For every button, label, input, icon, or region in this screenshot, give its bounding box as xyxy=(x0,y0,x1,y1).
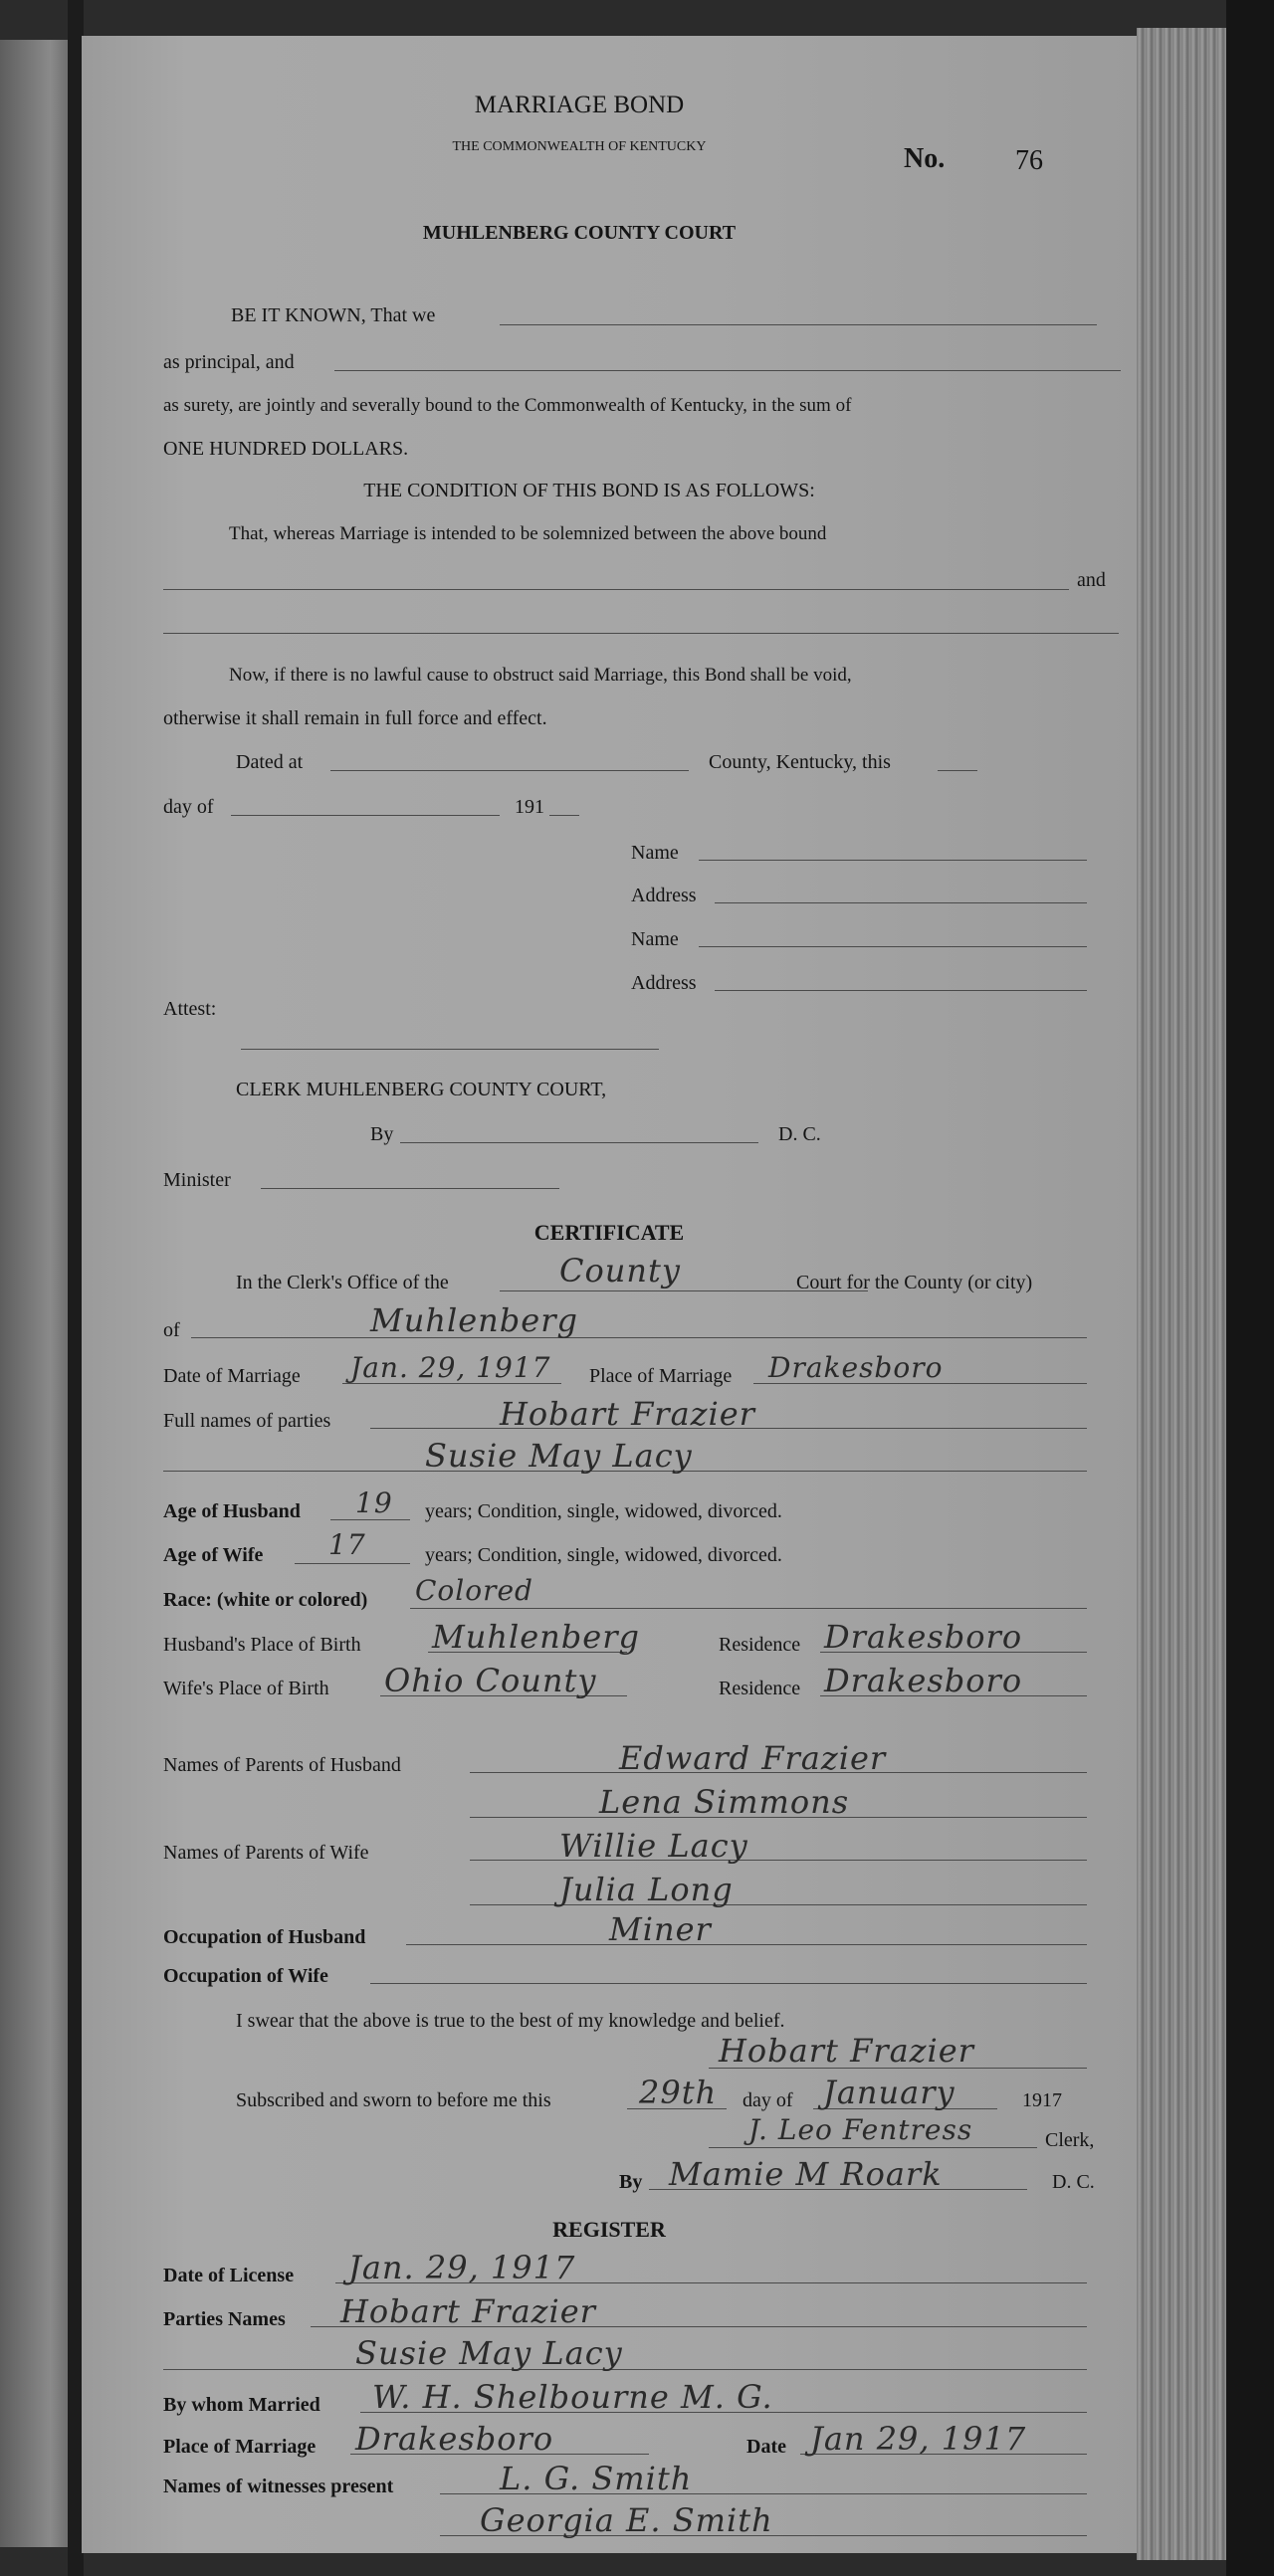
by-label-cert: By xyxy=(619,2171,643,2193)
surety-name-line xyxy=(334,370,1121,371)
age-wife-value: 17 xyxy=(328,1528,366,1561)
age-husband-line xyxy=(330,1519,410,1520)
document-subtitle: THE COMMONWEALTH OF KENTUCKY xyxy=(452,139,707,154)
register-place-label: Place of Marriage xyxy=(163,2436,317,2458)
month-line xyxy=(231,815,500,816)
dated-at-label: Dated at xyxy=(236,751,304,773)
court-type-value: County xyxy=(559,1252,681,1289)
husband-father-value: Edward Frazier xyxy=(619,1739,887,1777)
surety-text: as surety, are jointly and severally bound to the Commonwealth of Kentucky, in the sum of xyxy=(163,395,852,416)
married-by-label: By whom Married xyxy=(163,2394,320,2416)
wife-residence-value: Drakesboro xyxy=(824,1662,1023,1699)
whereas-text: That, whereas Marriage is intended to be solemnized between the above bound xyxy=(229,523,827,544)
wife-birth-value: Ohio County xyxy=(384,1662,597,1699)
register-party1: Hobart Frazier xyxy=(340,2292,596,2330)
name-label-2: Name xyxy=(631,928,679,950)
wife-father-value: Willie Lacy xyxy=(559,1827,748,1865)
day-of-label: day of xyxy=(163,796,214,818)
and-text: and xyxy=(1077,569,1106,591)
address-label-1: Address xyxy=(631,885,697,906)
address-line-2 xyxy=(715,990,1087,991)
name-label-1: Name xyxy=(631,842,679,864)
full-names-label: Full names of parties xyxy=(163,1410,331,1432)
left-page-edge xyxy=(0,40,72,2547)
void-clause: Now, if there is no lawful cause to obstruct said Marriage, this Bond shall be void, xyxy=(229,665,852,686)
address-line-1 xyxy=(715,902,1087,903)
be-it-known: BE IT KNOWN, That we xyxy=(231,304,436,326)
married-by-value: W. H. Shelbourne M. G. xyxy=(372,2378,773,2416)
day-line xyxy=(938,770,977,771)
name-line-1 xyxy=(699,860,1087,861)
witnesses-label: Names of witnesses present xyxy=(163,2476,394,2497)
place-of-marriage-label: Place of Marriage xyxy=(589,1365,733,1387)
register-party2: Susie May Lacy xyxy=(355,2334,623,2372)
principal-label: as principal, and xyxy=(163,351,295,373)
bound-parties-line-2 xyxy=(163,633,1119,634)
county-kentucky-label: County, Kentucky, this xyxy=(709,751,891,773)
occupation-wife-label: Occupation of Wife xyxy=(163,1965,328,1987)
date-of-marriage-value: Jan. 29, 1917 xyxy=(350,1351,551,1384)
register-date-value: Jan 29, 1917 xyxy=(810,2420,1027,2458)
swear-statement: I swear that the above is true to the best of my knowledge and belief. xyxy=(236,2010,785,2032)
parties-names-label: Parties Names xyxy=(163,2308,286,2330)
register-date-label: Date xyxy=(746,2436,786,2458)
minister-label: Minister xyxy=(163,1169,231,1191)
husband-residence-label: Residence xyxy=(719,1634,801,1656)
by-label: By xyxy=(370,1123,394,1145)
license-date-label: Date of License xyxy=(163,2265,295,2286)
license-date-value: Jan. 29, 1917 xyxy=(348,2249,576,2286)
county-value: Muhlenberg xyxy=(370,1301,578,1339)
witness2-value: Georgia E. Smith xyxy=(480,2501,773,2539)
condition-text-wife: years; Condition, single, widowed, divorced. xyxy=(425,1544,782,1566)
sworn-day-value: 29th xyxy=(639,2074,718,2111)
subscribed-label: Subscribed and sworn to before me this xyxy=(236,2089,551,2111)
bond-number: 76 xyxy=(1015,145,1043,176)
age-wife-line xyxy=(295,1563,410,1564)
clerk-signature: J. Leo Fentress xyxy=(748,2113,973,2146)
wife-mother-value: Julia Long xyxy=(559,1871,734,1908)
husband-residence-value: Drakesboro xyxy=(824,1618,1023,1656)
dc-label: D. C. xyxy=(778,1123,821,1145)
date-of-marriage-label: Date of Marriage xyxy=(163,1365,301,1387)
attest-label: Attest: xyxy=(163,998,217,1020)
dc-label-cert: D. C. xyxy=(1052,2171,1095,2193)
sworn-year: 1917 xyxy=(1022,2089,1062,2111)
husband-birth-label: Husband's Place of Birth xyxy=(163,1634,361,1656)
bond-sum: ONE HUNDRED DOLLARS. xyxy=(163,438,409,460)
age-wife-label: Age of Wife xyxy=(163,1544,264,1566)
bound-parties-line-1 xyxy=(163,589,1069,590)
age-husband-value: 19 xyxy=(355,1486,393,1519)
page-stack-edge xyxy=(1137,28,1226,2560)
race-value: Colored xyxy=(415,1574,533,1607)
dated-at-line xyxy=(330,770,689,771)
name-line-2 xyxy=(699,946,1087,947)
race-label: Race: (white or colored) xyxy=(163,1589,368,1611)
by-line xyxy=(400,1142,758,1143)
husband-mother-value: Lena Simmons xyxy=(599,1783,850,1821)
marriage-bond-page xyxy=(82,36,1137,2553)
party2-value: Susie May Lacy xyxy=(425,1437,693,1475)
address-label-2: Address xyxy=(631,972,697,994)
year-prefix: 191 xyxy=(515,796,544,818)
register-party2-line xyxy=(163,2369,1087,2370)
number-label: No. xyxy=(904,143,946,174)
attest-line xyxy=(241,1049,659,1050)
condition-text-husband: years; Condition, single, widowed, divorced. xyxy=(425,1500,782,1522)
husband-birth-value: Muhlenberg xyxy=(432,1618,640,1656)
county-line xyxy=(191,1337,1087,1338)
occupation-husband-value: Miner xyxy=(609,1910,712,1948)
condition-title: THE CONDITION OF THIS BOND IS AS FOLLOWS: xyxy=(363,480,815,501)
occupation-husband-line xyxy=(406,1944,1087,1945)
year-line xyxy=(549,815,579,816)
minister-line xyxy=(261,1188,559,1189)
clerk-office-label: In the Clerk's Office of the xyxy=(236,1272,449,1293)
force-clause: otherwise it shall remain in full force and effect. xyxy=(163,707,547,729)
document-title: MARRIAGE BOND xyxy=(474,92,685,118)
sworn-month-value: January xyxy=(823,2074,956,2111)
principal-name-line xyxy=(500,324,1097,325)
party1-value: Hobart Frazier xyxy=(500,1395,755,1433)
race-line xyxy=(410,1608,1087,1609)
register-title: REGISTER xyxy=(552,2217,666,2242)
occupation-husband-label: Occupation of Husband xyxy=(163,1926,366,1948)
occupation-wife-line xyxy=(370,1983,1087,1984)
certificate-title: CERTIFICATE xyxy=(533,1220,685,1245)
place-of-marriage-value: Drakesboro xyxy=(768,1351,944,1384)
clerk-label: CLERK MUHLENBERG COUNTY COURT, xyxy=(236,1079,607,1100)
court-name: MUHLENBERG COUNTY COURT xyxy=(422,222,737,244)
parents-husband-label: Names of Parents of Husband xyxy=(163,1754,401,1776)
day-of-label-cert: day of xyxy=(743,2089,793,2111)
witness1-value: L. G. Smith xyxy=(500,2460,693,2497)
of-label: of xyxy=(163,1319,180,1341)
clerk-signature-line xyxy=(709,2147,1037,2148)
background-right xyxy=(1226,0,1274,2576)
age-husband-label: Age of Husband xyxy=(163,1500,301,1522)
clerk-title: Clerk, xyxy=(1045,2129,1095,2151)
court-for-label: Court for the County (or city) xyxy=(796,1272,1033,1293)
register-place-value: Drakesboro xyxy=(355,2420,554,2458)
wife-residence-label: Residence xyxy=(719,1678,801,1699)
applicant-signature: Hobart Frazier xyxy=(719,2032,974,2070)
parents-wife-label: Names of Parents of Wife xyxy=(163,1842,369,1864)
deputy-signature: Mamie M Roark xyxy=(669,2155,943,2193)
wife-birth-label: Wife's Place of Birth xyxy=(163,1678,329,1699)
